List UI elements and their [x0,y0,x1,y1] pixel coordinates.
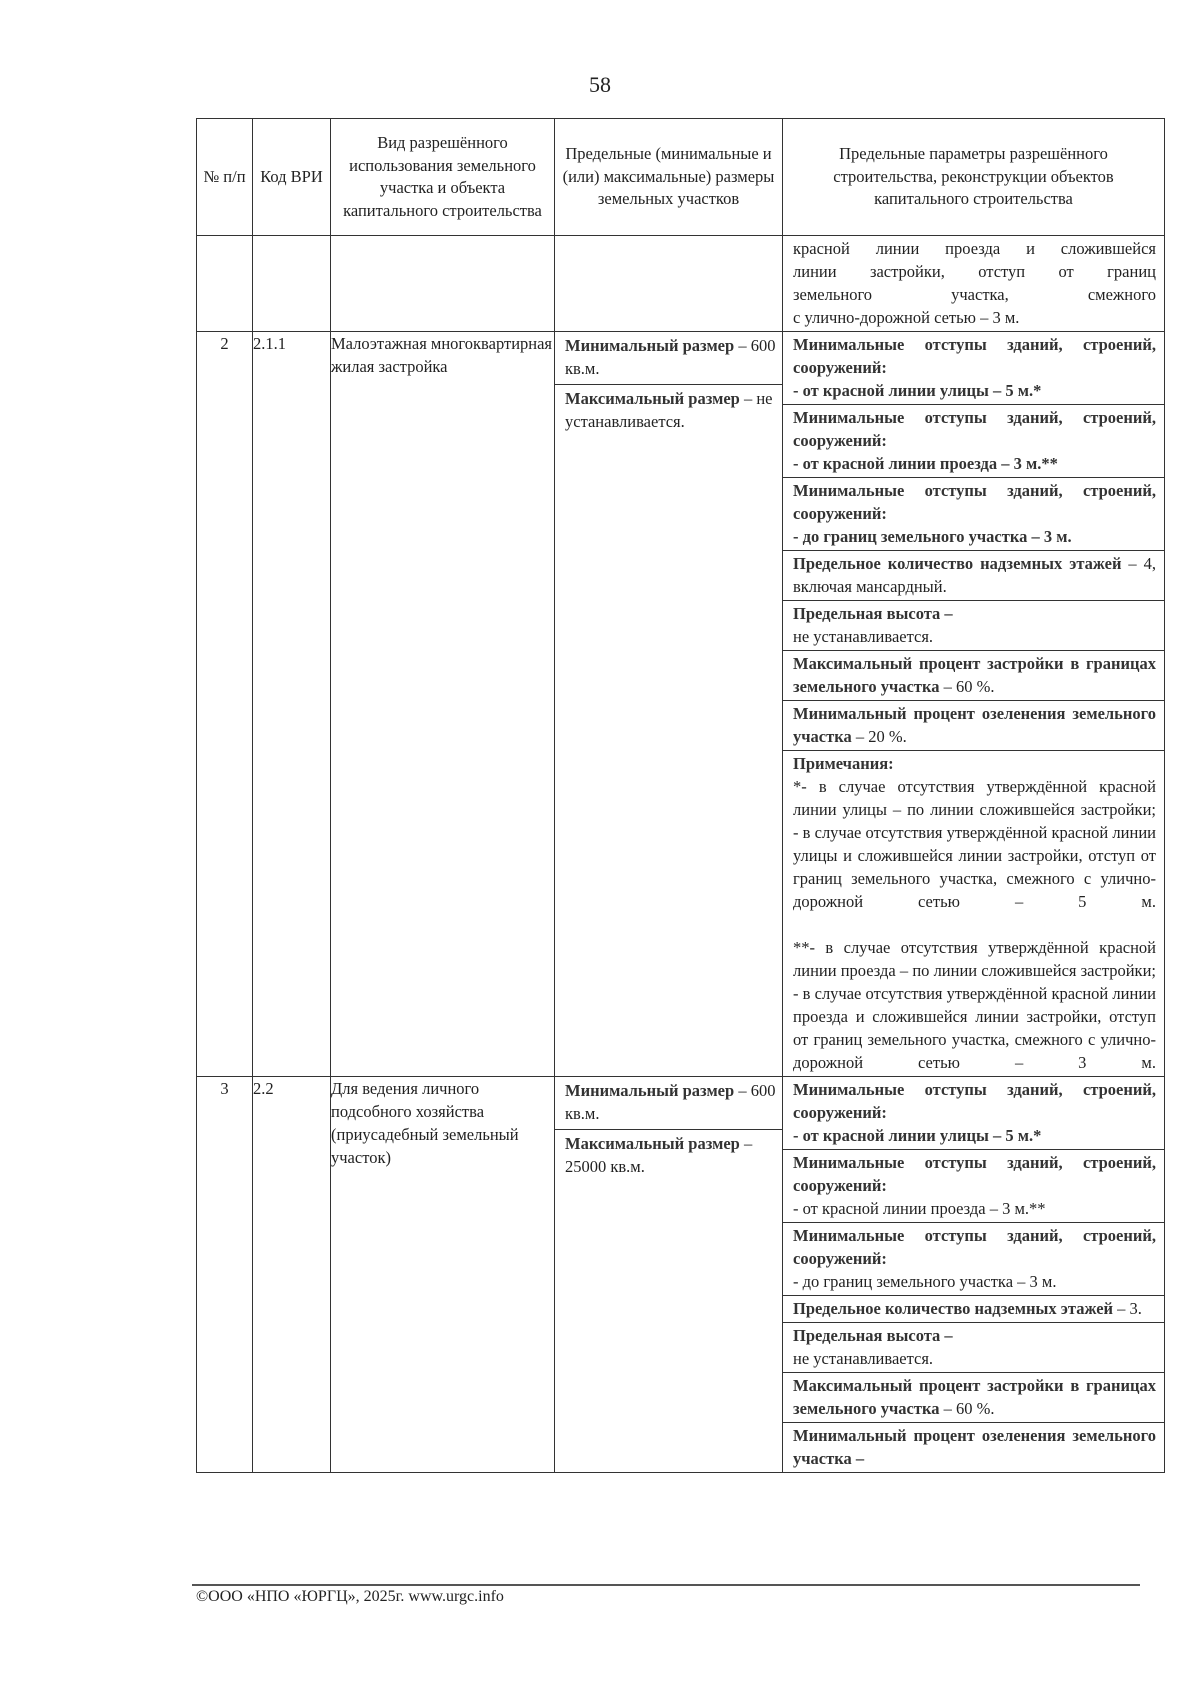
continuation-line: линии застройки, отступ от границ [793,262,1156,281]
row-number: 3 [197,1077,253,1473]
continuation-line: земельного участка, смежного [793,285,1156,304]
row-params [783,332,1165,1077]
footer-divider [192,1584,1140,1586]
param-notes: Примечания: *- в случае отсутствия утверждённой красной линии улицы – по линии сложившейся застройки; - в случае отсутствия утверждённой красной линии улицы и сложившейся линии застройки, отступ от границ земельного участка, смежного с улично-дорожной сетью – 5 м. **- в случае отсутствия утверждённой красной линии проезда – по линии сложившейся застройки; - в случае отсутствия утверждённой красной линии проезда и сложившейся линии застройки, отступ от границ земельного участка, смежного с улично-дорожной сетью – 3 м. [793,754,1156,1072]
note: *- в случае отсутствия утверждённой красной линии улицы – по линии сложившейся застройки; [793,777,1156,819]
table-row [197,1077,1165,1473]
row-use: Малоэтажная многоквартирная жилая застройка [331,332,555,1077]
param-min-greening: Минимальный процент озеленения земельного участка – [793,1426,1156,1468]
row-number: 2 [197,332,253,1077]
param-setback-boundary: Минимальные отступы зданий, строений, сооружений: - до границ земельного участка – 3 м. [783,1223,1164,1296]
row-size [555,1077,783,1473]
table-row-continuation [197,236,1165,332]
note: **- в случае отсутствия утверждённой красной линии проезда – по линии сложившейся застройки; [793,938,1156,980]
note: - в случае отсутствия утверждённой красной линии улицы и сложившейся линии застройки, отступ от границ земельного участка, смежного с улично-дорожной сетью – 5 м. [793,823,1156,911]
param-setback-driveway: Минимальные отступы зданий, строений, сооружений: - от красной линии проезда – 3 м.** [783,405,1164,478]
table-header-row [197,119,1165,236]
row-code: 2.2 [253,1077,331,1473]
min-size: Минимальный размер – 600 кв.м. [555,1077,782,1130]
param-min-greening: Минимальный процент озеленения земельного участка – 20 %. [783,701,1164,751]
param-max-coverage: Максимальный процент застройки в границах земельного участка – 60 %. [783,1373,1164,1423]
row-size [555,332,783,1077]
param-floors: Предельное количество надземных этажей – 3. [783,1296,1164,1323]
row-use: Для ведения личного подсобного хозяйства (приусадебный земельный участок) [331,1077,555,1473]
max-size: Максимальный размер – 25000 кв.м. [565,1134,753,1176]
header-code: Код ВРИ [253,119,331,236]
row-params [783,1077,1165,1473]
param-max-coverage: Максимальный процент застройки в границах земельного участка – 60 %. [783,651,1164,701]
param-height: Предельная высота – не устанавливается. [783,1323,1164,1373]
param-height: Предельная высота – не устанавливается. [783,601,1164,651]
param-setback-street: Минимальные отступы зданий, строений, сооружений: - от красной линии улицы – 5 м.* [783,332,1164,405]
param-setback-driveway: Минимальные отступы зданий, строений, сооружений: - от красной линии проезда – 3 м.** [783,1150,1164,1223]
param-setback-boundary: Минимальные отступы зданий, строений, сооружений: - до границ земельного участка – 3 м. [783,478,1164,551]
note: - в случае отсутствия утверждённой красной линии проезда и сложившейся линии застройки, отступ от границ земельного участка, смежного с улично-дорожной сетью – 3 м. [793,984,1156,1072]
header-params: Предельные параметры разрешённого строительства, реконструкции объектов капитального строительства [783,119,1165,236]
header-size: Предельные (минимальные и (или) максимальные) размеры земельных участков [555,119,783,236]
zoning-table [196,118,1165,1473]
continuation-cell [783,236,1165,332]
footer-copyright: ©ООО «НПО «ЮРГЦ», 2025г. www.urgc.info [196,1588,504,1605]
header-use: Вид разрешённого использования земельного участка и объекта капитального строительства [331,119,555,236]
continuation-line: красной линии проезда и сложившейся [793,239,1156,258]
header-num: № п/п [197,119,253,236]
page-number: 58 [589,72,611,97]
param-floors: Предельное количество надземных этажей – 4, включая мансардный. [783,551,1164,601]
min-size: Минимальный размер – 600 кв.м. [555,332,782,385]
param-setback-street: Минимальные отступы зданий, строений, сооружений: - от красной линии улицы – 5 м.* [783,1077,1164,1150]
table-row [197,332,1165,1077]
continuation-line: с улично-дорожной сетью – 3 м. [793,308,1020,327]
max-size: Максимальный размер – не устанавливается. [565,389,773,431]
row-code: 2.1.1 [253,332,331,1077]
